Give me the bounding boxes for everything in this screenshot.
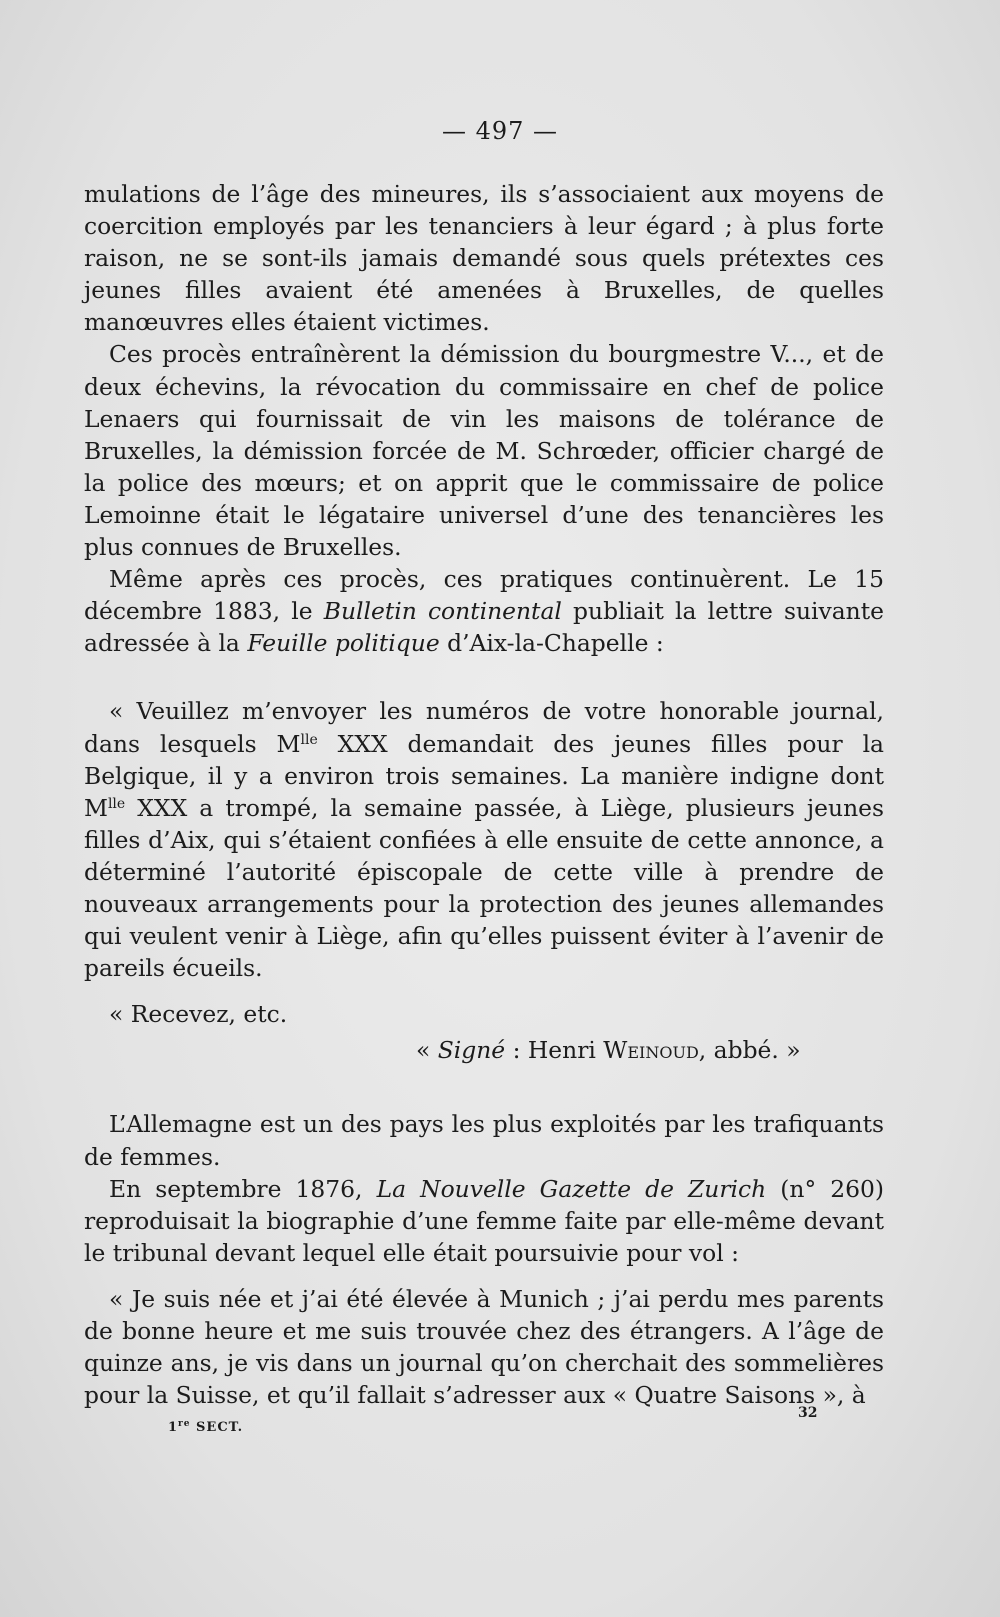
letter-closing: « Recevez, etc. <box>109 1000 288 1029</box>
signature-mark: 1re SECT. <box>168 1419 244 1435</box>
body-text <box>84 178 884 1411</box>
biography-quote: « Je suis née et j’ai été élevée à Munich ; j’ai perdu mes parents de bonne heure et me suis trouvée chez des étrangers. A l’âge de quinze ans, je vis dans un journal qu’on cherchait des sommelières pour la Suisse, et qu’il fallait s’adresser aux « Quatre Saisons », à <box>84 1284 884 1410</box>
title-feuille-politique: Feuille politique <box>247 629 440 658</box>
letter-signature: « Signé : Henri Weinoud, abbé. » <box>416 1036 801 1065</box>
paragraph-germany: L’Allemagne est un des pays les plus exploités par les trafiquants de femmes. <box>84 1110 884 1171</box>
paragraph-1: mulations de l’âge des mineures, ils s’associaient aux moyens de coercition employés par les tenanciers à leur égard ; à plus forte raison, ne se sont-ils jamais demandé sous quels prétextes ces jeunes filles avaient été amenées à Bruxelles, de quelles manœuvres elles étaient victimes. <box>84 180 884 337</box>
sheet-number: 32 <box>798 1405 818 1421</box>
page-number: — 497 — <box>441 117 559 145</box>
letter-quote: « Veuillez m’envoyer les numéros de votre honorable journal, dans lesquels $M^{lle}$ XXX demandait des jeunes filles pour la Belgique, il y a environ trois semaines. La manière indigne dont $M^{lle}$ XXX a trompé, la semaine passée, à Liège, plusieurs jeunes filles d’Aix, qui s’étaient confiées à elle ensuite de cette annonce, a déterminé l’autorité épiscopale de cette ville à prendre de nouveaux arrangements pour la protection des jeunes allemandes qui veulent venir à Liège, afin qu’elles puissent éviter à l’avenir de pareils écueils. <box>84 697 884 983</box>
paragraph-2: Ces procès entraînèrent la démission du bourgmestre V..., et de deux échevins, la révocation du commissaire en chef de police Lenaers qui fournissait de vin les maisons de tolérance de Bruxelles, la démission forcée de M. Schrœder, officier chargé de la police des mœurs; et on apprit que le commissaire de police Lemoinne était le légataire universel d’une des tenancières les plus connues de Bruxelles. <box>84 340 884 562</box>
paragraph-zurich: En septembre 1876, La Nouvelle Gazette de Zurich (n° 260) reproduisait la biographie d’une femme faite par elle-même devant le tribunal devant lequel elle était poursuivie pour vol : <box>84 1174 885 1267</box>
title-bulletin-continental: Bulletin continental <box>323 597 562 626</box>
title-nouvelle-gazette: La Nouvelle Gazette de Zurich <box>376 1174 767 1203</box>
paragraph-3: Même après ces procès, ces pratiques continuèrent. Le 15 décembre 1883, le Bulletin continental publiait la lettre suivante adressée à la Feuille politique d’Aix-la-Chapelle : <box>84 565 884 658</box>
